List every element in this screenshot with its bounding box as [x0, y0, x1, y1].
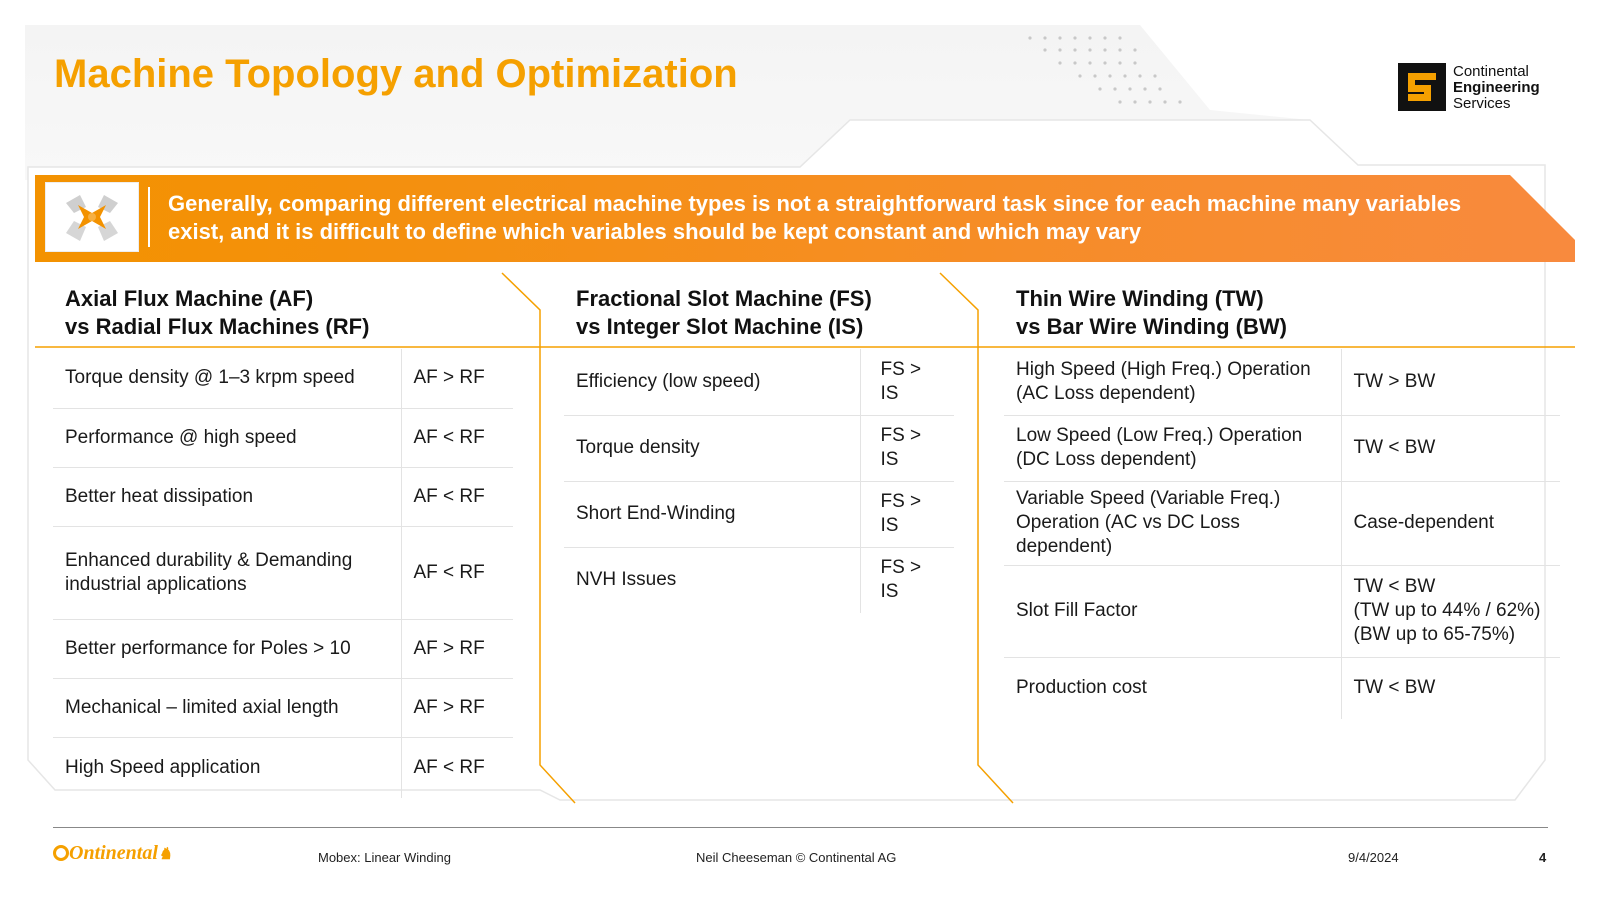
- table-row: [1004, 565, 1560, 657]
- table-row: [564, 415, 954, 481]
- row-value: AF > RF: [401, 619, 513, 678]
- row-value: AF > RF: [401, 678, 513, 737]
- logo-mark-icon: [1398, 63, 1446, 111]
- row-value: AF < RF: [401, 467, 513, 526]
- af-vs-rf-table: [53, 349, 513, 798]
- logo-line-2: Engineering: [1453, 79, 1540, 96]
- row-label: Performance @ high speed: [53, 408, 401, 467]
- banner-text: Generally, comparing different electrical machine types is not a straightforward task since for each machine many variables exist, and it is difficult to define which variables should be kept constant and which may vary: [168, 191, 1462, 244]
- heading-line-1: Axial Flux Machine (AF): [65, 286, 314, 311]
- row-label: Mechanical – limited axial length: [53, 678, 401, 737]
- row-label: Better heat dissipation: [53, 467, 401, 526]
- table-row: [564, 349, 954, 415]
- table-row: [1004, 481, 1560, 565]
- row-label: High Speed application: [65, 756, 261, 778]
- row-value: FS > IS: [860, 547, 954, 613]
- table-row: [1004, 657, 1560, 719]
- row-value: AF < RF: [401, 737, 513, 798]
- row-value: TW > BW: [1341, 349, 1560, 415]
- table-row: [1004, 349, 1560, 415]
- row-value: TW < BW: [1341, 415, 1560, 481]
- table-row: [53, 678, 513, 737]
- table-row: [53, 526, 513, 619]
- puzzle-icon: [45, 182, 139, 252]
- tw-vs-bw-table: [1004, 349, 1560, 719]
- heading-line-1: Thin Wire Winding (TW): [1016, 286, 1264, 311]
- heading-line-2: vs Bar Wire Winding (BW): [1016, 314, 1287, 339]
- row-label: Slot Fill Factor: [1004, 565, 1341, 657]
- horse-icon: ♞: [157, 846, 173, 863]
- row-value: TW < BW: [1341, 657, 1560, 719]
- table-row: [53, 737, 513, 798]
- row-value: FS > IS: [860, 481, 954, 547]
- page-title: Machine Topology and Optimization: [54, 52, 738, 96]
- table-row: [53, 408, 513, 467]
- continental-wordmark: Ontinental: [69, 842, 158, 864]
- row-label: NVH Issues: [576, 569, 677, 591]
- banner-separator: [148, 187, 150, 247]
- page-number: 4: [1539, 850, 1547, 865]
- footer-project: Mobex: Linear Winding: [318, 850, 451, 865]
- logo-line-1: Continental: [1453, 63, 1529, 80]
- logo-line-3: Services: [1453, 95, 1511, 112]
- logo-text: [1453, 64, 1540, 112]
- row-value: Case-dependent: [1341, 481, 1560, 565]
- table-row: [1004, 415, 1560, 481]
- row-label: Torque density @ 1–3 krpm speed: [53, 349, 401, 408]
- row-value: AF < RF: [401, 526, 513, 619]
- row-label: Better performance for Poles > 10: [53, 619, 401, 678]
- table-row: [53, 349, 513, 408]
- summary-banner: [35, 173, 1575, 261]
- table-row: [53, 467, 513, 526]
- row-value: TW < BW (TW up to 44% / 62%) (BW up to 65-75%): [1341, 565, 1560, 657]
- heading-line-2: vs Integer Slot Machine (IS): [576, 314, 864, 339]
- fs-vs-is-heading: [576, 285, 872, 341]
- row-label: Enhanced durability & Demanding industrial applications: [53, 526, 401, 619]
- table-row: [564, 481, 954, 547]
- heading-line-2: vs Radial Flux Machines (RF): [65, 314, 370, 339]
- row-label: Low Speed (Low Freq.) Operation (DC Loss dependent): [1004, 415, 1341, 481]
- row-label: Efficiency (low speed): [564, 349, 860, 415]
- tw-vs-bw-heading: [1016, 285, 1287, 341]
- heading-line-1: Fractional Slot Machine (FS): [576, 286, 872, 311]
- footer-date: 9/4/2024: [1348, 850, 1399, 865]
- row-label: Variable Speed (Variable Freq.) Operation (AC vs DC Loss dependent): [1004, 481, 1341, 565]
- footer-author: Neil Cheeseman © Continental AG: [696, 850, 897, 865]
- row-value: AF > RF: [401, 349, 513, 408]
- row-label: Torque density: [564, 415, 860, 481]
- row-label: Production cost: [1016, 677, 1147, 699]
- row-value: FS > IS: [860, 415, 954, 481]
- footer-divider: [53, 827, 1548, 828]
- continental-c-icon: [53, 845, 69, 861]
- row-value: FS > IS: [860, 349, 954, 415]
- table-row: [564, 547, 954, 613]
- table-row: [53, 619, 513, 678]
- fs-vs-is-table: [564, 349, 954, 613]
- continental-logo: [53, 842, 172, 865]
- row-label: Short End-Winding: [564, 481, 860, 547]
- row-label: High Speed (High Freq.) Operation (AC Loss dependent): [1004, 349, 1341, 415]
- row-value: AF < RF: [401, 408, 513, 467]
- af-vs-rf-heading: [65, 285, 369, 341]
